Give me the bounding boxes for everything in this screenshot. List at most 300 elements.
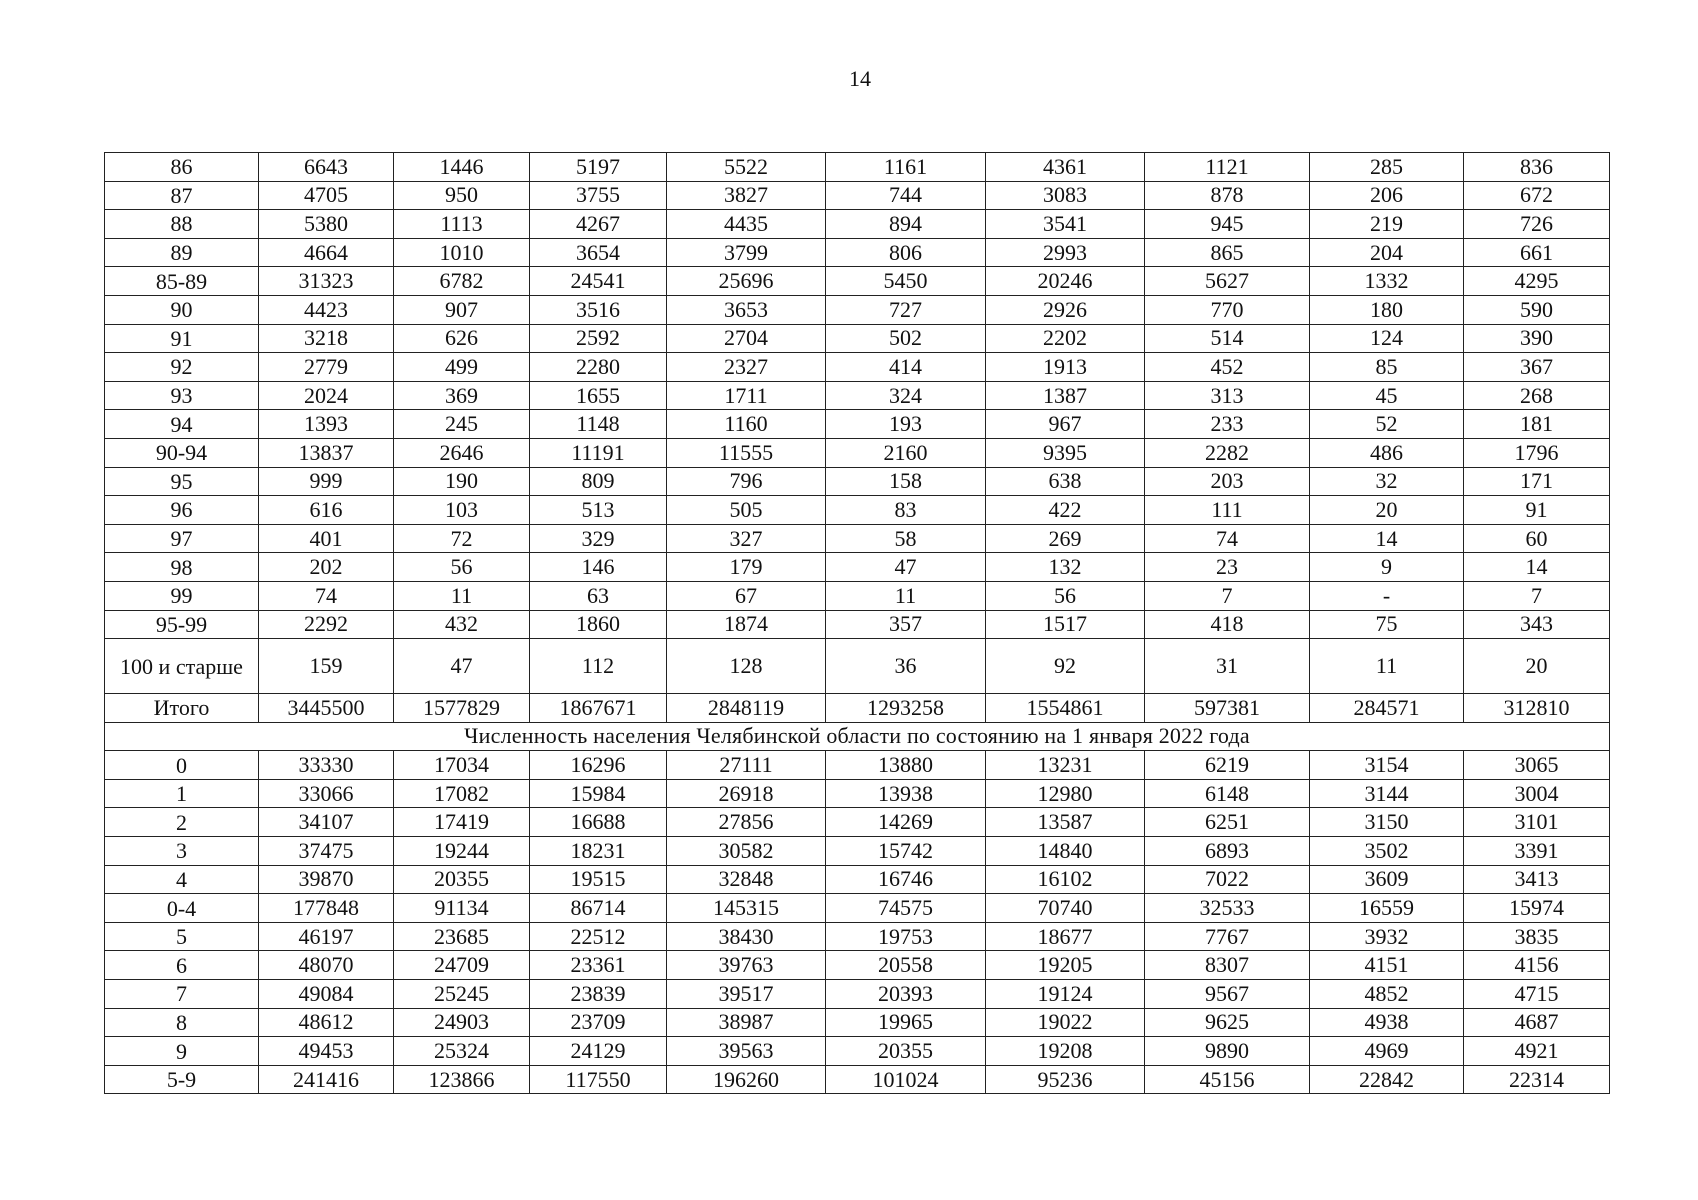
value-cell: 327 [667,524,826,553]
age-label-cell: 99 [105,581,259,610]
value-cell: 1577829 [394,694,530,723]
value-cell: 313 [1145,381,1310,410]
age-label-cell: 95 [105,467,259,496]
value-cell: 75 [1310,610,1464,639]
value-cell: 190 [394,467,530,496]
value-cell: 103 [394,496,530,525]
value-cell: 616 [259,496,394,525]
value-cell: 92 [986,639,1145,694]
age-label-cell: 9 [105,1037,259,1066]
value-cell: 46197 [259,922,394,951]
value-cell: 5197 [530,153,667,182]
age-label-cell: 98 [105,553,259,582]
value-cell: 14 [1310,524,1464,553]
value-cell: 6782 [394,267,530,296]
age-label-cell: 100 и старше [105,639,259,694]
value-cell: 1010 [394,238,530,267]
value-cell: 19205 [986,951,1145,980]
value-cell: 18677 [986,922,1145,951]
age-label-cell: 3 [105,837,259,866]
value-cell: 1160 [667,410,826,439]
value-cell: 196260 [667,1065,826,1094]
value-cell: 626 [394,324,530,353]
value-cell: 25696 [667,267,826,296]
value-cell: 3827 [667,181,826,210]
value-cell: 4423 [259,295,394,324]
value-cell: 3218 [259,324,394,353]
value-cell: 2024 [259,381,394,410]
value-cell: 3445500 [259,694,394,723]
value-cell: 2202 [986,324,1145,353]
value-cell: 9567 [1145,980,1310,1009]
value-cell: 32848 [667,865,826,894]
value-cell: 865 [1145,238,1310,267]
value-cell: 5627 [1145,267,1310,296]
value-cell: 49453 [259,1037,394,1066]
age-label-cell: 85-89 [105,267,259,296]
age-label-cell: 0 [105,751,259,780]
value-cell: 4969 [1310,1037,1464,1066]
value-cell: 4687 [1464,1008,1610,1037]
value-cell: 1517 [986,610,1145,639]
value-cell: 13880 [826,751,986,780]
value-cell: 1860 [530,610,667,639]
value-cell: 19965 [826,1008,986,1037]
table-row [105,153,1610,182]
age-label-cell: 90-94 [105,438,259,467]
value-cell: 20393 [826,980,986,1009]
value-cell: 5522 [667,153,826,182]
value-cell: 45156 [1145,1065,1310,1094]
value-cell: 796 [667,467,826,496]
value-cell: 86714 [530,894,667,923]
value-cell: 3154 [1310,751,1464,780]
value-cell: 45 [1310,381,1464,410]
value-cell: 907 [394,295,530,324]
value-cell: 329 [530,524,667,553]
value-cell: 3799 [667,238,826,267]
table-row [105,837,1610,866]
value-cell: 422 [986,496,1145,525]
table-row [105,779,1610,808]
table-body [105,153,1610,1094]
table-row [105,951,1610,980]
value-cell: 1867671 [530,694,667,723]
age-label-cell: 87 [105,181,259,210]
value-cell: 1393 [259,410,394,439]
value-cell: 3065 [1464,751,1610,780]
table-row [105,694,1610,723]
value-cell: 16102 [986,865,1145,894]
value-cell: 597381 [1145,694,1310,723]
value-cell: 111 [1145,496,1310,525]
value-cell: 19753 [826,922,986,951]
value-cell: 4435 [667,210,826,239]
table-row [105,639,1610,694]
value-cell: 60 [1464,524,1610,553]
value-cell: 499 [394,353,530,382]
value-cell: 505 [667,496,826,525]
value-cell: 158 [826,467,986,496]
value-cell: 17419 [394,808,530,837]
value-cell: 72 [394,524,530,553]
value-cell: 3101 [1464,808,1610,837]
value-cell: 123866 [394,1065,530,1094]
value-cell: 806 [826,238,986,267]
value-cell: 7022 [1145,865,1310,894]
table-row [105,524,1610,553]
value-cell: 390 [1464,324,1610,353]
value-cell: 3541 [986,210,1145,239]
value-cell: 83 [826,496,986,525]
value-cell: 6219 [1145,751,1310,780]
value-cell: 878 [1145,181,1310,210]
value-cell: 33066 [259,779,394,808]
value-cell: 19022 [986,1008,1145,1037]
value-cell: 233 [1145,410,1310,439]
value-cell: 6893 [1145,837,1310,866]
value-cell: 9 [1310,553,1464,582]
value-cell: 193 [826,410,986,439]
value-cell: 74 [1145,524,1310,553]
value-cell: 180 [1310,295,1464,324]
value-cell: 661 [1464,238,1610,267]
value-cell: 3932 [1310,922,1464,951]
value-cell: 1387 [986,381,1145,410]
value-cell: 950 [394,181,530,210]
value-cell: 14840 [986,837,1145,866]
value-cell: 20355 [826,1037,986,1066]
age-label-cell: 0-4 [105,894,259,923]
value-cell: 590 [1464,295,1610,324]
value-cell: 31323 [259,267,394,296]
age-label-cell: 88 [105,210,259,239]
value-cell: 312810 [1464,694,1610,723]
section-title: Численность населения Челябинской области по состоянию на 1 января 2022 года [105,722,1610,751]
value-cell: 24903 [394,1008,530,1037]
value-cell: 36 [826,639,986,694]
value-cell: 159 [259,639,394,694]
value-cell: 19515 [530,865,667,894]
value-cell: 967 [986,410,1145,439]
table-row [105,1065,1610,1094]
value-cell: 39870 [259,865,394,894]
value-cell: 38987 [667,1008,826,1037]
value-cell: 3755 [530,181,667,210]
value-cell: 128 [667,639,826,694]
value-cell: 20 [1464,639,1610,694]
value-cell: 2327 [667,353,826,382]
value-cell: 101024 [826,1065,986,1094]
value-cell: 2848119 [667,694,826,723]
value-cell: 74 [259,581,394,610]
value-cell: 17082 [394,779,530,808]
age-label-cell: 90 [105,295,259,324]
value-cell: 58 [826,524,986,553]
value-cell: 401 [259,524,394,553]
table-row [105,295,1610,324]
value-cell: 74575 [826,894,986,923]
value-cell: 4267 [530,210,667,239]
age-label-cell: 94 [105,410,259,439]
value-cell: 486 [1310,438,1464,467]
value-cell: 32533 [1145,894,1310,923]
value-cell: 27111 [667,751,826,780]
value-cell: 3144 [1310,779,1464,808]
value-cell: 171 [1464,467,1610,496]
value-cell: 3609 [1310,865,1464,894]
value-cell: 117550 [530,1065,667,1094]
value-cell: 34107 [259,808,394,837]
age-label-cell: 92 [105,353,259,382]
value-cell: 203 [1145,467,1310,496]
value-cell: 1711 [667,381,826,410]
value-cell: 13231 [986,751,1145,780]
value-cell: 145315 [667,894,826,923]
value-cell: 16559 [1310,894,1464,923]
value-cell: 20 [1310,496,1464,525]
value-cell: 2282 [1145,438,1310,467]
value-cell: 30582 [667,837,826,866]
value-cell: 2993 [986,238,1145,267]
value-cell: 7 [1145,581,1310,610]
value-cell: 48070 [259,951,394,980]
age-label-cell: 2 [105,808,259,837]
value-cell: 11 [1310,639,1464,694]
value-cell: 132 [986,553,1145,582]
value-cell: 3516 [530,295,667,324]
value-cell: 26918 [667,779,826,808]
value-cell: 284571 [1310,694,1464,723]
age-label-cell: 91 [105,324,259,353]
value-cell: 672 [1464,181,1610,210]
age-label-cell: 89 [105,238,259,267]
value-cell: 24709 [394,951,530,980]
value-cell: 2592 [530,324,667,353]
table-row [105,267,1610,296]
value-cell: 177848 [259,894,394,923]
page-number: 14 [849,66,871,91]
value-cell: 999 [259,467,394,496]
value-cell: 19124 [986,980,1145,1009]
value-cell: 3654 [530,238,667,267]
value-cell: 18231 [530,837,667,866]
table-row [105,610,1610,639]
value-cell: 25324 [394,1037,530,1066]
value-cell: 13837 [259,438,394,467]
value-cell: 4852 [1310,980,1464,1009]
value-cell: 770 [1145,295,1310,324]
value-cell: 19208 [986,1037,1145,1066]
table-row [105,381,1610,410]
value-cell: 20558 [826,951,986,980]
value-cell: 85 [1310,353,1464,382]
value-cell: 513 [530,496,667,525]
value-cell: 3083 [986,181,1145,210]
value-cell: 206 [1310,181,1464,210]
value-cell: 56 [986,581,1145,610]
value-cell: 5380 [259,210,394,239]
age-label-cell: 7 [105,980,259,1009]
value-cell: 418 [1145,610,1310,639]
age-label-cell: 97 [105,524,259,553]
value-cell: 95236 [986,1065,1145,1094]
value-cell: 4938 [1310,1008,1464,1037]
value-cell: 179 [667,553,826,582]
value-cell: 1913 [986,353,1145,382]
table-row [105,238,1610,267]
value-cell: 285 [1310,153,1464,182]
value-cell: 1655 [530,381,667,410]
value-cell: 4664 [259,238,394,267]
table-row [105,1037,1610,1066]
value-cell: 16688 [530,808,667,837]
value-cell: 13938 [826,779,986,808]
value-cell: 7 [1464,581,1610,610]
value-cell: 2280 [530,353,667,382]
value-cell: 20355 [394,865,530,894]
age-label-cell: 8 [105,1008,259,1037]
value-cell: 204 [1310,238,1464,267]
value-cell: 343 [1464,610,1610,639]
value-cell: 726 [1464,210,1610,239]
value-cell: 894 [826,210,986,239]
value-cell: 19244 [394,837,530,866]
value-cell: 25245 [394,980,530,1009]
value-cell: 146 [530,553,667,582]
value-cell: 4361 [986,153,1145,182]
value-cell: 2160 [826,438,986,467]
value-cell: 245 [394,410,530,439]
table-row [105,980,1610,1009]
value-cell: 12980 [986,779,1145,808]
population-table [104,152,1610,1094]
value-cell: 1148 [530,410,667,439]
value-cell: 4921 [1464,1037,1610,1066]
age-label-cell: 5 [105,922,259,951]
value-cell: 1874 [667,610,826,639]
table-row [105,467,1610,496]
table-row [105,210,1610,239]
value-cell: 5450 [826,267,986,296]
age-label-cell: 1 [105,779,259,808]
value-cell: 8307 [1145,951,1310,980]
value-cell: 91 [1464,496,1610,525]
value-cell: 47 [394,639,530,694]
value-cell: 3502 [1310,837,1464,866]
age-label-cell: 5-9 [105,1065,259,1094]
value-cell: 23685 [394,922,530,951]
value-cell: 38430 [667,922,826,951]
value-cell: 241416 [259,1065,394,1094]
value-cell: 4715 [1464,980,1610,1009]
value-cell: 367 [1464,353,1610,382]
value-cell: 56 [394,553,530,582]
value-cell: 414 [826,353,986,382]
value-cell: 269 [986,524,1145,553]
value-cell: 31 [1145,639,1310,694]
value-cell: 23361 [530,951,667,980]
value-cell: 11191 [530,438,667,467]
value-cell: 24129 [530,1037,667,1066]
value-cell: 17034 [394,751,530,780]
value-cell: 3835 [1464,922,1610,951]
value-cell: 23709 [530,1008,667,1037]
value-cell: 268 [1464,381,1610,410]
age-label-cell: 95-99 [105,610,259,639]
table-row [105,1008,1610,1037]
value-cell: 27856 [667,808,826,837]
value-cell: - [1310,581,1464,610]
value-cell: 2926 [986,295,1145,324]
table-row [105,751,1610,780]
value-cell: 63 [530,581,667,610]
value-cell: 324 [826,381,986,410]
value-cell: 1161 [826,153,986,182]
table-row [105,496,1610,525]
table-row [105,922,1610,951]
value-cell: 47 [826,553,986,582]
value-cell: 9395 [986,438,1145,467]
value-cell: 1121 [1145,153,1310,182]
value-cell: 4151 [1310,951,1464,980]
table-row [105,808,1610,837]
value-cell: 3004 [1464,779,1610,808]
value-cell: 11555 [667,438,826,467]
value-cell: 202 [259,553,394,582]
value-cell: 1293258 [826,694,986,723]
value-cell: 3391 [1464,837,1610,866]
value-cell: 48612 [259,1008,394,1037]
value-cell: 67 [667,581,826,610]
value-cell: 1796 [1464,438,1610,467]
value-cell: 3653 [667,295,826,324]
value-cell: 3413 [1464,865,1610,894]
table-row [105,181,1610,210]
value-cell: 22842 [1310,1065,1464,1094]
value-cell: 39563 [667,1037,826,1066]
value-cell: 638 [986,467,1145,496]
value-cell: 2704 [667,324,826,353]
value-cell: 6251 [1145,808,1310,837]
value-cell: 15974 [1464,894,1610,923]
value-cell: 20246 [986,267,1145,296]
value-cell: 91134 [394,894,530,923]
age-label-cell: Итого [105,694,259,723]
table-row [105,353,1610,382]
value-cell: 945 [1145,210,1310,239]
value-cell: 39763 [667,951,826,980]
value-cell: 181 [1464,410,1610,439]
value-cell: 23839 [530,980,667,1009]
table-row [105,581,1610,610]
value-cell: 52 [1310,410,1464,439]
value-cell: 727 [826,295,986,324]
value-cell: 1113 [394,210,530,239]
value-cell: 11 [394,581,530,610]
value-cell: 1332 [1310,267,1464,296]
value-cell: 432 [394,610,530,639]
section-header-row [105,722,1610,751]
value-cell: 502 [826,324,986,353]
value-cell: 15742 [826,837,986,866]
age-label-cell: 4 [105,865,259,894]
table-row [105,894,1610,923]
value-cell: 22512 [530,922,667,951]
value-cell: 744 [826,181,986,210]
value-cell: 16746 [826,865,986,894]
age-label-cell: 93 [105,381,259,410]
